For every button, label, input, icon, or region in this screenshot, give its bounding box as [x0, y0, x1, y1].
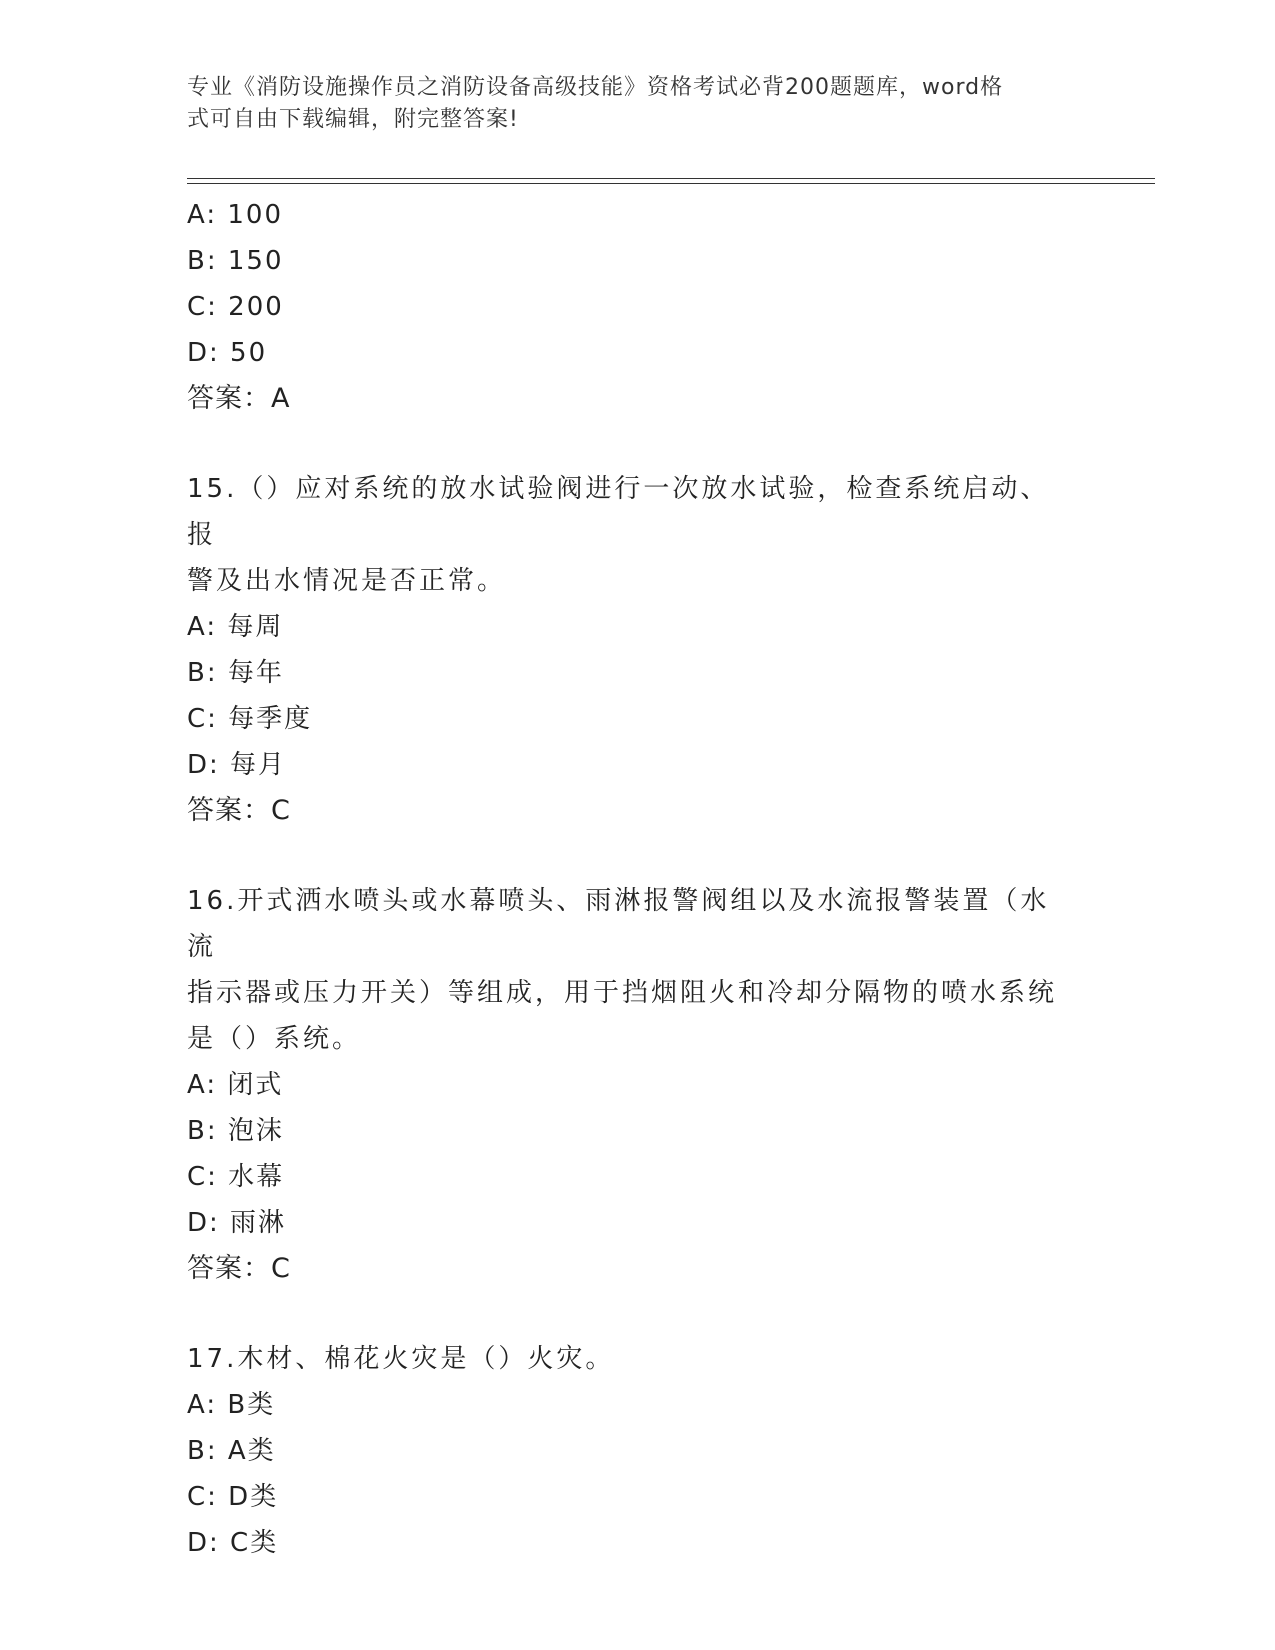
- question-16: [187, 878, 1087, 1292]
- option-d: D: 每月: [187, 750, 287, 780]
- answer: 答案：C: [187, 1253, 291, 1284]
- option-c: C: 每季度: [187, 704, 313, 734]
- option-c: C: 200: [187, 292, 284, 322]
- option-a: A: 闭式: [187, 1070, 284, 1100]
- spacer: [187, 1292, 1087, 1336]
- spacer: [187, 834, 1087, 878]
- option-b: B: 泡沫: [187, 1116, 284, 1146]
- option-b: B: 每年: [187, 658, 284, 688]
- question-text-line-3: 是（）系统。: [187, 1024, 362, 1054]
- option-d: D: 雨淋: [187, 1208, 287, 1238]
- option-a: A: 100: [187, 200, 283, 230]
- question-text-line-2: 指示器或压力开关）等组成，用于挡烟阻火和冷却分隔物的喷水系统: [187, 978, 1058, 1008]
- header-line-2: 式可自由下载编辑，附完整答案!: [187, 107, 519, 132]
- question-text-line-1: 15.（）应对系统的放水试验阀进行一次放水试验，检查系统启动、报: [187, 474, 1050, 550]
- question-15: [187, 466, 1087, 834]
- question-17: [187, 1336, 1087, 1566]
- option-a: A: 每周: [187, 612, 284, 642]
- header-line-1: 专业《消防设施操作员之消防设备高级技能》资格考试必背200题题库，word格: [187, 75, 1004, 100]
- option-b: B: 150: [187, 246, 284, 276]
- header-divider: [187, 178, 1155, 184]
- option-a: A: B类: [187, 1390, 276, 1420]
- option-d: D: 50: [187, 338, 268, 368]
- answer: 答案：A: [187, 383, 291, 414]
- option-c: C: 水幕: [187, 1162, 285, 1192]
- question-text-line-1: 17.木材、棉花火灾是（）火灾。: [187, 1344, 615, 1374]
- spacer: [187, 422, 1087, 466]
- option-b: B: A类: [187, 1436, 276, 1466]
- document-header: [187, 72, 1087, 136]
- question-14: [187, 192, 1087, 422]
- question-list: [187, 192, 1087, 1566]
- option-d: D: C类: [187, 1528, 279, 1558]
- answer: 答案：C: [187, 795, 291, 826]
- question-text-line-1: 16.开式洒水喷头或水幕喷头、雨淋报警阀组以及水流报警装置（水流: [187, 886, 1050, 962]
- question-text-line-2: 警及出水情况是否正常。: [187, 566, 507, 596]
- option-c: C: D类: [187, 1482, 279, 1512]
